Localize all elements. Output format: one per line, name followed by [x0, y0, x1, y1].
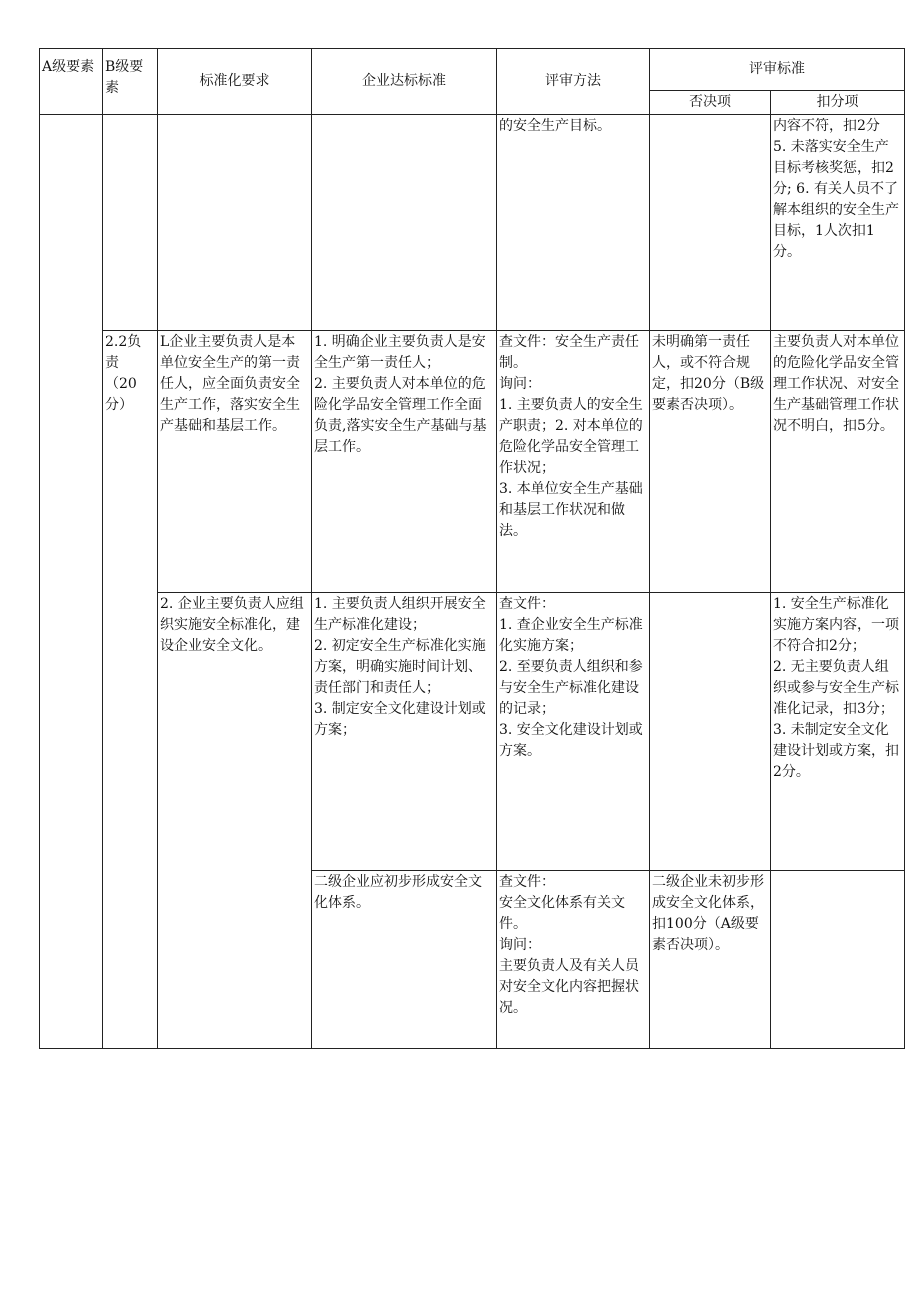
method-cell: 查文件： 1. 查企业安全生产标准化实施方案； 2. 至要负责人组织和参与安全生产标准化建设的记录； 3. 安全文化建设计划或方案。	[497, 593, 650, 871]
standard-cell: 1. 明确企业主要负责人是安全生产第一责任人； 2. 主要负责人对本单位的危险化学品安全管理工作全面负责,落实安全生产基础与基层工作。	[312, 331, 497, 593]
standard-cell: 1. 主要负责人组织开展安全生产标准化建设； 2. 初定安全生产标准化实施方案，明确实施时间计划、责任部门和责任人； 3. 制定安全文化建设计划或方案；	[312, 593, 497, 871]
method-cell: 的安全生产目标。	[497, 115, 650, 331]
requirement-cell: 2. 企业主要负责人应组织实施安全标准化，建设企业安全文化。	[158, 593, 312, 1049]
standard-cell	[312, 115, 497, 331]
table-row	[40, 115, 905, 331]
method-cell: 查文件：安全生产责任制。 询问： 1. 主要负责人的安全生产职责；2. 对本单位的危险化学品安全管理工作状况； 3. 本单位安全生产基础和基层工作状况和做法。	[497, 331, 650, 593]
header-deduction: 扣分项	[771, 91, 905, 115]
a-element-cell	[40, 115, 103, 1049]
header-a-level: A级要素	[40, 49, 103, 115]
method-cell: 查文件： 安全文化体系有关文件。 询问： 主要负责人及有关人员对安全文化内容把握状况。	[497, 871, 650, 1049]
standard-cell: 二级企业应初步形成安全文化体系。	[312, 871, 497, 1049]
deduction-cell: 主要负责人对本单位的危险化学品安全管理工作状况、对安全生产基础管理工作状况不明白，扣5分。	[771, 331, 905, 593]
deduction-cell: 内容不符，扣2分 5. 未落实安全生产目标考核奖惩，扣2分; 6. 有关人员不了解本组织的安全生产目标，1人次扣1分。	[771, 115, 905, 331]
header-b-level: B级要素	[103, 49, 158, 115]
deduction-cell: 1. 安全生产标准化实施方案内容，一项不符合扣2分； 2. 无主要负责人组织或参与安全生产标准化记录，扣3分； 3. 未制定安全文化建设计划或方案，扣2分。	[771, 593, 905, 871]
header-method: 评审方法	[497, 49, 650, 115]
b-element-cell	[103, 115, 158, 331]
header-standard: 企业达标标准	[312, 49, 497, 115]
header-row-1	[40, 49, 905, 91]
evaluation-table	[39, 48, 905, 1049]
b-element-cell: 2.2负责 （20分）	[103, 331, 158, 1049]
veto-cell	[650, 593, 771, 871]
deduction-cell	[771, 871, 905, 1049]
table-row	[40, 593, 905, 871]
requirement-cell	[158, 115, 312, 331]
header-criteria: 评审标准	[650, 49, 905, 91]
header-requirement: 标准化要求	[158, 49, 312, 115]
header-veto: 否决项	[650, 91, 771, 115]
veto-cell: 二级企业未初步形成安全文化体系，扣100分（A级要素否决项）。	[650, 871, 771, 1049]
requirement-cell: L企业主要负责人是本单位安全生产的第一责任人，应全面负责安全生产工作，落实安全生产基础和基层工作。	[158, 331, 312, 593]
table-row	[40, 331, 905, 593]
veto-cell	[650, 115, 771, 331]
veto-cell: 未明确第一责任人，或不符合规定，扣20分（B级要素否决项）。	[650, 331, 771, 593]
